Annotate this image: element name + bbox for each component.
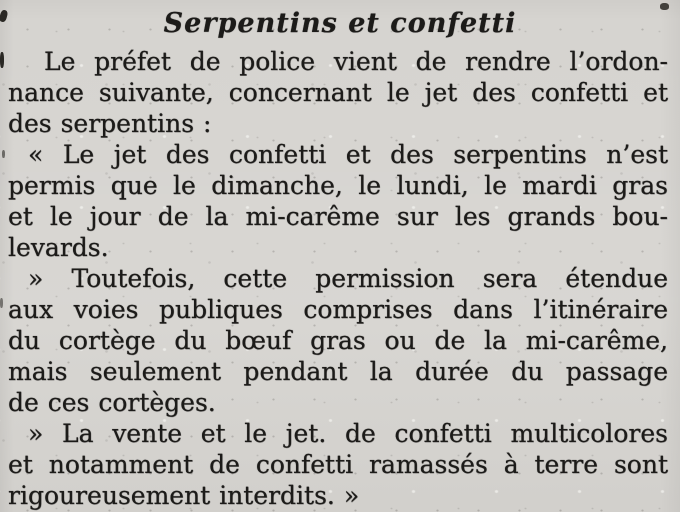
article-line: » Toutefois, cette permission sera étendue (28, 264, 668, 293)
article-line: aux voies publiques comprises dans l’itinéraire (8, 295, 668, 324)
article-line: rigoureusement interdits. » (8, 481, 360, 510)
article-line: Le préfet de police vient de rendre l’ordon- (44, 47, 668, 76)
article-line: et notamment de confetti ramassés à terre sont (8, 450, 668, 479)
ink-speck (0, 52, 4, 68)
article-title: Serpentins et confetti (163, 8, 517, 39)
ink-speck (0, 298, 3, 308)
article-line: levards. (8, 233, 109, 262)
ink-speck (2, 150, 5, 158)
article-line: et le jour de la mi-carême sur les grands bou- (8, 202, 668, 231)
article-line: » La vente et le jet. de confetti multicolores (28, 419, 668, 448)
article-line: du cortège du bœuf gras ou de la mi-carême, (8, 326, 668, 355)
ink-speck (660, 3, 669, 10)
article-body (0, 46, 680, 511)
article-line: permis que le dimanche, le lundi, le mardi gras (8, 171, 668, 200)
article-line: mais seulement pendant la durée du passage (8, 357, 668, 386)
article-line: des serpentins : (8, 109, 212, 138)
article-line: nance suivante, concernant le jet des confetti et (8, 78, 668, 107)
article-line: « Le jet des confetti et des serpentins n’est (28, 140, 668, 169)
article-line: de ces cortèges. (8, 388, 216, 417)
